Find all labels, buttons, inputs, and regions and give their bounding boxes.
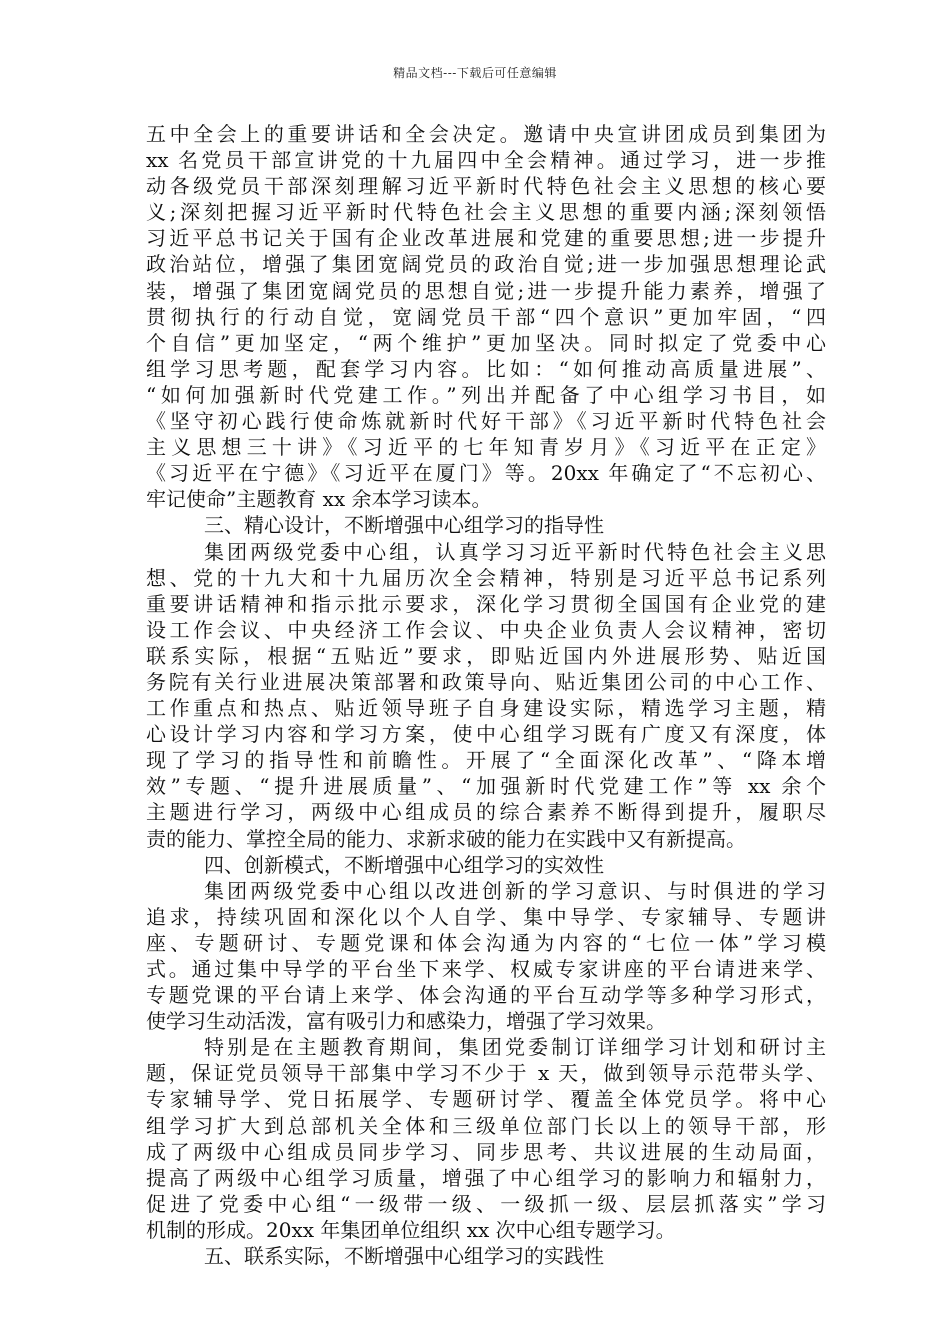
text-line: 《坚守初心践行使命炼就新时代好干部》《习近平新时代特色社会 [146, 409, 826, 434]
text-line: 座、专题研讨、专题党课和体会沟通为内容的“七位一体”学习模 [146, 930, 826, 955]
text-line: 五中全会上的重要讲话和全会决定。邀请中央宣讲团成员到集团为 [146, 122, 826, 146]
text-line: 主题进行学习，两级中心组成员的综合素养不断得到提升，履职尽 [146, 800, 826, 825]
text-line: 组学习扩大到总部机关全体和三级单位部门长以上的领导干部，形 [146, 1113, 826, 1138]
text-line: “如何加强新时代党建工作。”列出并配备了中心组学习书目，如 [146, 382, 826, 407]
text-line: 使学习生动活泼，富有吸引力和感染力，增强了学习效果。 [146, 1009, 666, 1034]
text-line: 重要讲话精神和指示批示要求，深化学习贯彻全国国有企业党的建 [146, 591, 826, 616]
text-line: 务院有关行业进展决策部署和政策导向、贴近集团公司的中心工作、 [146, 669, 826, 694]
text-line: 专家辅导学、党日拓展学、专题研讨学、覆盖全体党员学。将中心 [146, 1087, 826, 1112]
text-line: 习近平总书记关于国有企业改革进展和党建的重要思想;进一步提升 [146, 226, 826, 251]
text-line: 个自信”更加坚定，“两个维护”更加坚决。同时拟定了党委中心 [146, 330, 826, 355]
text-line: 动各级党员干部深刻理解习近平新时代特色社会主义思想的核心要 [146, 174, 826, 199]
text-line: 贯彻执行的行动自觉，宽阔党员干部“四个意识”更加牢固，“四 [146, 304, 826, 329]
text-line: 想、党的十九大和十九届历次全会精神，特别是习近平总书记系列 [146, 565, 826, 590]
text-line: 责的能力、掌控全局的能力、求新求破的能力在实践中又有新提高。 [146, 826, 746, 851]
document-body [146, 121, 826, 1269]
text-line: 工作重点和热点、贴近领导班子自身建设实际，精选学习主题，精 [146, 696, 826, 721]
text-line: 五、联系实际，不断增强中心组学习的实践性 [204, 1244, 604, 1269]
text-line: 联系实际，根据“五贴近”要求，即贴近国内外进展形势、贴近国 [146, 643, 826, 668]
text-line: 装，增强了集团宽阔党员的思想自觉;进一步提升能力素养，增强了 [146, 278, 826, 303]
text-line: 集团两级党委中心组，认真学习习近平新时代特色社会主义思 [204, 539, 826, 564]
text-line: 式。通过集中导学的平台坐下来学、权威专家讲座的平台请进来学、 [146, 957, 826, 981]
text-line: xx 名党员干部宣讲党的十九届四中全会精神。通过学习，进一步推 [146, 148, 826, 173]
text-line: 组学习思考题，配套学习内容。比如：“如何推动高质量进展”、 [146, 356, 826, 381]
text-line: 提高了两级中心组学习质量，增强了中心组学习的影响力和辐射力， [146, 1165, 826, 1190]
text-line: 四、创新模式，不断增强中心组学习的实效性 [204, 852, 604, 877]
text-line: 追求，持续巩固和深化以个人自学、集中导学、专家辅导、专题讲 [146, 904, 826, 929]
text-line: 效”专题、“提升进展质量”、“加强新时代党建工作”等 xx 余个 [146, 774, 826, 799]
text-line: 主义思想三十讲》《习近平的七年知青岁月》《习近平在正定》 [146, 435, 826, 460]
text-line: 设工作会议、中央经济工作会议、中央企业负责人会议精神，密切 [146, 617, 826, 642]
text-line: 心设计学习内容和学习方案，使中心组学习既有广度又有深度，体 [146, 722, 826, 747]
text-line: 专题党课的平台请上来学、体会沟通的平台互动学等多种学习形式， [146, 983, 826, 1008]
text-line: 《习近平在宁德》《习近平在厦门》等。20xx 年确定了“不忘初心、 [146, 461, 826, 486]
text-line: 集团两级党委中心组以改进创新的学习意识、与时俱进的学习 [204, 878, 826, 903]
text-line: 成了两级中心组成员同步学习、同步思考、共议进展的生动局面， [146, 1139, 826, 1164]
text-line: 三、精心设计，不断增强中心组学习的指导性 [204, 513, 604, 538]
text-line: 牢记使命”主题教育 xx 余本学习读本。 [146, 487, 492, 512]
text-line: 促进了党委中心组“一级带一级、一级抓一级、层层抓落实”学习 [146, 1191, 826, 1216]
text-line: 义;深刻把握习近平新时代特色社会主义思想的重要内涵;深刻领悟 [146, 200, 826, 225]
text-line: 政治站位，增强了集团宽阔党员的政治自觉;进一步加强思想理论武 [146, 252, 826, 277]
text-line: 机制的形成。20xx 年集团单位组织 xx 次中心组专题学习。 [146, 1217, 676, 1242]
text-line: 题，保证党员领导干部集中学习不少于 x 天，做到领导示范带头学、 [146, 1061, 826, 1086]
text-line: 特别是在主题教育期间，集团党委制订详细学习计划和研讨主 [204, 1035, 826, 1060]
page-header: 精品文档---下载后可任意编辑 [393, 66, 557, 80]
text-line: 现了学习的指导性和前瞻性。开展了“全面深化改革”、“降本增 [146, 748, 826, 773]
